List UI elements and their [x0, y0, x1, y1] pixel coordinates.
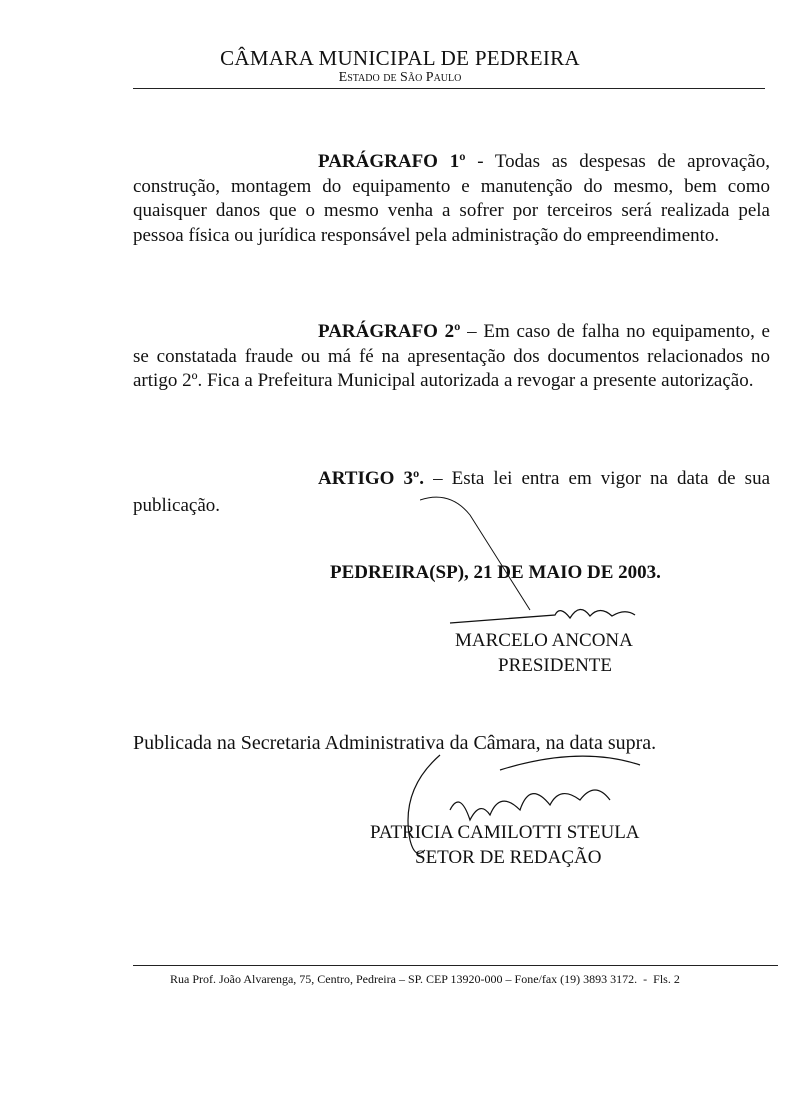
signatory-name: MARCELO ANCONA: [455, 630, 633, 651]
signatory-name: PATRICIA CAMILOTTI STEULA: [370, 822, 640, 843]
paragraph-1: [133, 150, 770, 248]
signatory-role: PRESIDENTE: [498, 655, 612, 676]
header-title: CÂMARA MUNICIPAL DE PEDREIRA: [220, 46, 580, 70]
footer-divider: [133, 965, 778, 966]
paragraph-text: – Em caso de falha no equipamento, e se constatada fraude ou má fé na apresentação dos documentos relacionados no artigo 2º. Fica a Prefeitura Municipal autorizada a revogar a presente autorização.: [133, 321, 770, 391]
signatory-role: SETOR DE REDAÇÃO: [415, 847, 602, 868]
paragraph-label: PARÁGRAFO 1º: [318, 151, 466, 172]
paragraph-text: – Esta lei entra em vigor na data de sua publicação.: [133, 468, 770, 516]
signature-marcelo: [420, 490, 700, 630]
date-line: PEDREIRA(SP), 21 DE MAIO DE 2003.: [330, 562, 661, 583]
footer-separator: -: [643, 972, 648, 986]
page-number: Fls. 2: [653, 972, 680, 986]
header-subtitle: Estado de São Paulo: [338, 70, 462, 85]
publication-note: Publicada na Secretaria Administrativa da Câmara, na data supra.: [133, 732, 657, 754]
paragraph-label: PARÁGRAFO 2º: [318, 321, 461, 342]
paragraph-2: [133, 320, 770, 394]
header-divider: [133, 88, 765, 89]
footer-address: Rua Prof. João Alvarenga, 75, Centro, Pedreira – SP. CEP 13920-000 – Fone/fax (19) 3893 3172.: [170, 972, 638, 986]
footer: [170, 972, 680, 987]
paragraph-label: ARTIGO 3º.: [318, 468, 424, 489]
paragraph-text: - Todas as despesas de aprovação, construção, montagem do equipamento e manutenção do mesmo, bem como quaisquer danos que o mesmo venha a sofrer por terceiros será realizada pela pessoa física ou jurídica responsável pela administração do empreendimento.: [133, 151, 770, 246]
